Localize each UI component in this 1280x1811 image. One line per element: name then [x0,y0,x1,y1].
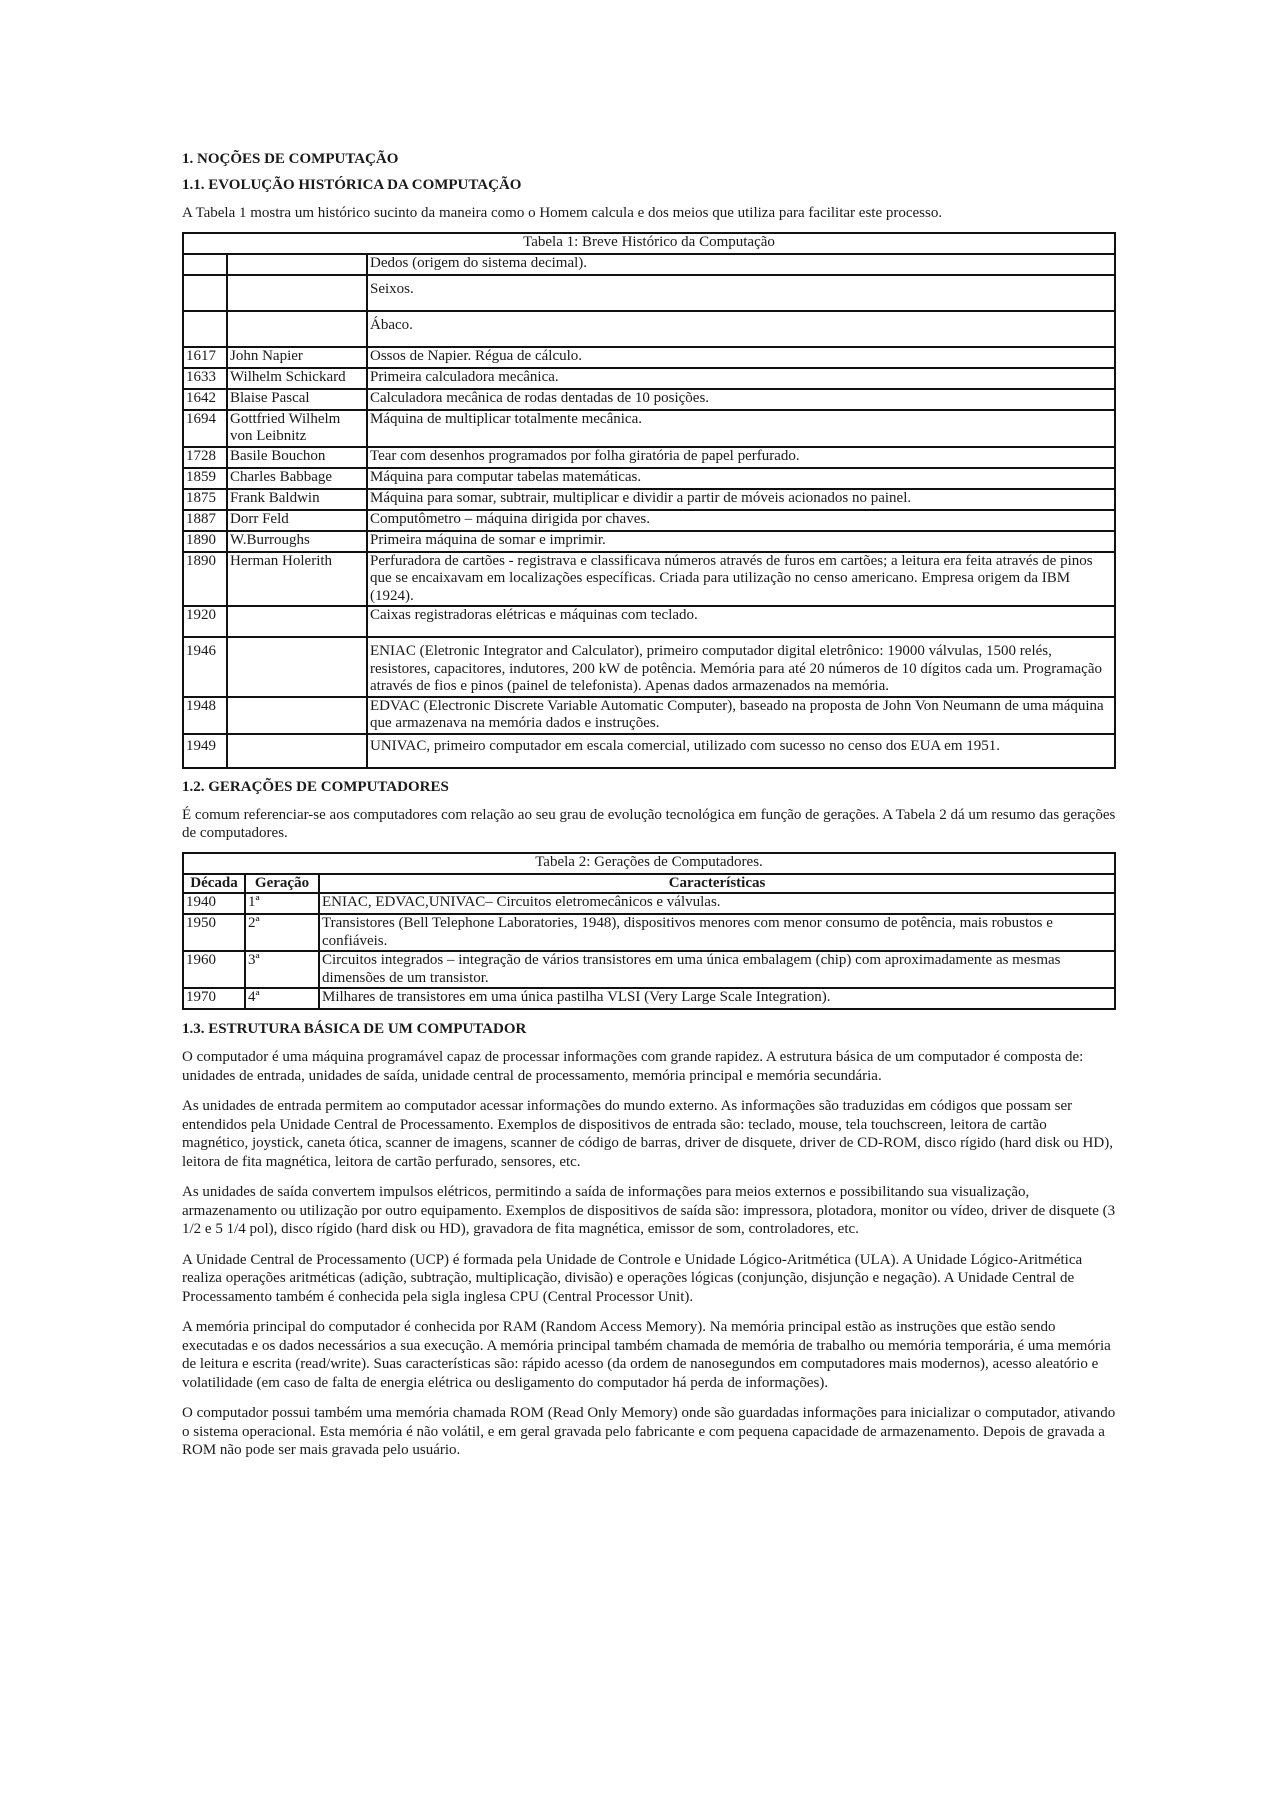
paragraph: O computador possui também uma memória chamada ROM (Read Only Memory) onde são guardadas informações para inicializar o computador, ativando o sistema operacional. Esta memória é não volátil, e em geral gravada pelo fabricante e com pequena capacidade de armazenamento. Depois de gravada a ROM não pode ser mais gravada pelo usuário. [182,1405,1116,1458]
section-1-1-intro: A Tabela 1 mostra um histórico sucinto da maneira como o Homem calcula e dos meios que utiliza para facilitar este processo. [182,205,943,221]
description-cell: Ossos de Napier. Régua de cálculo. [367,347,1115,368]
year-cell: 1617 [183,347,227,368]
section-1-title: 1. NOÇÕES DE COMPUTAÇÃO [182,151,399,167]
description-cell: EDVAC (Electronic Discrete Variable Automatic Computer), baseado na proposta de John Von Neumann de uma máquina que armazenava na memória dados e instruções. [367,697,1115,734]
features-cell: Transistores (Bell Telephone Laboratories, 1948), dispositivos menores com menor consumo de potência, mais robustos e confiáveis. [319,914,1115,951]
year-cell: 1948 [183,697,227,734]
paragraph: A Unidade Central de Processamento (UCP) é formada pela Unidade de Controle e Unidade Lógico-Aritmética (ULA). A Unidade Lógico-Aritmética realiza operações aritméticas (adição, subtração, multiplicação, divisão) e operações lógicas (conjunção, disjunção e negação). A Unidade Central de Processamento também é conhecida pela sigla inglesa CPU (Central Processor Unit). [182,1251,1083,1305]
description-cell: Caixas registradoras elétricas e máquinas com teclado. [367,606,1115,637]
description-cell: UNIVAC, primeiro computador em escala comercial, utilizado com sucesso no censo dos EUA em 1951. [367,734,1115,768]
table-row [183,734,1115,768]
year-cell: 1920 [183,606,227,637]
description-cell: Seixos. [367,275,1115,311]
table-row [183,468,1115,489]
year-cell [183,275,227,311]
table-row [183,389,1115,410]
table-header-row [183,874,1115,894]
year-cell: 1949 [183,734,227,768]
table-caption: Tabela 2: Gerações de Computadores. [183,853,1115,874]
section-1-2-intro: É comum referenciar-se aos computadores com relação ao seu grau de evolução tecnológica em função de gerações. A Tabela 2 dá um resumo das gerações de computadores. [182,806,1116,841]
table-row [183,552,1115,607]
name-cell: Charles Babbage [227,468,367,489]
table-row [183,697,1115,734]
name-cell [227,606,367,637]
description-cell: ENIAC (Eletronic Integrator and Calculator), primeiro computador digital eletrônico: 19000 válvulas, 1500 relés, resistores, capacitores, indutores, 200 kW de potência. Memória para até 20 números de 10 dígitos cada um. Programação através de fios e pinos (painel de telefonista). Apenas dados armazenados na memória. [367,637,1115,697]
description-cell: Perfuradora de cartões - registrava e classificava números através de furos em cartões; a leitura era feita através de pinos que se encaixavam em localizações específicas. Criada para utilização no censo americano. Empresa origem da IBM (1924). [367,552,1115,607]
year-cell: 1642 [183,389,227,410]
description-cell: Máquina para computar tabelas matemáticas. [367,468,1115,489]
table-row [183,489,1115,510]
description-cell: Máquina para somar, subtrair, multiplicar e dividir a partir de móveis acionados no painel. [367,489,1115,510]
name-cell: Blaise Pascal [227,389,367,410]
name-cell: Basile Bouchon [227,447,367,468]
paragraph: As unidades de saída convertem impulsos elétricos, permitindo a saída de informações para meios externos e possibilitando sua visualização, armazenamento ou utilização por outro equipamento. Exemplos de dispositivos de saída são: impressora, plotadora, monitor ou vídeo, driver de disquete (3 1/2 e 5 1/4 pol), disco rígido (hard disk ou HD), gravadora de fita magnética, emissor de som, controladores, etc. [182,1184,1116,1237]
table-row [183,531,1115,552]
table-row [183,914,1115,951]
name-cell [227,734,367,768]
name-cell [227,311,367,347]
table-row [183,606,1115,637]
year-cell: 1728 [183,447,227,468]
table-row [183,510,1115,531]
decade-cell: 1970 [183,988,245,1009]
paragraph: A memória principal do computador é conhecida por RAM (Random Access Memory). Na memória principal estão as instruções que estão sendo executadas e os dados necessários a sua execução. A memória principal também chamada de memória de trabalho ou memória temporária, é uma memória de leitura e escrita (read/write). Suas características são: rápido acesso (da ordem de nanosegundos em computadores mais modernos), acesso aleatório e volatilidade (em caso de falta de energia elétrica ou desligamento do computador há perda de informações). [182,1319,1111,1391]
decade-cell: 1950 [183,914,245,951]
year-cell: 1890 [183,552,227,607]
description-cell: Computômetro – máquina dirigida por chaves. [367,510,1115,531]
table-row [183,893,1115,914]
description-cell: Primeira calculadora mecânica. [367,368,1115,389]
section-1-2-title: 1.2. GERAÇÕES DE COMPUTADORES [182,778,449,795]
name-cell [227,254,367,275]
table-row [183,368,1115,389]
features-cell: ENIAC, EDVAC,UNIVAC– Circuitos eletromecânicos e válvulas. [319,893,1115,914]
name-cell: John Napier [227,347,367,368]
paragraph: O computador é uma máquina programável capaz de processar informações com grande rapidez. A estrutura básica de um computador é composta de: unidades de entrada, unidades de saída, unidade central de processamento, memória principal e memória secundária. [182,1049,1084,1084]
name-cell [227,697,367,734]
description-cell: Calculadora mecânica de rodas dentadas de 10 posições. [367,389,1115,410]
features-cell: Milhares de transistores em uma única pastilha VLSI (Very Large Scale Integration). [319,988,1115,1009]
generation-cell: 3ª [245,951,319,988]
table-caption: Tabela 1: Breve Histórico da Computação [183,233,1115,254]
description-cell: Dedos (origem do sistema decimal). [367,254,1115,275]
generation-cell: 1ª [245,893,319,914]
decade-cell: 1940 [183,893,245,914]
description-cell: Ábaco. [367,311,1115,347]
name-cell: W.Burroughs [227,531,367,552]
column-header-decade: Década [183,874,245,894]
year-cell [183,311,227,347]
decade-cell: 1960 [183,951,245,988]
name-cell [227,637,367,697]
name-cell: Frank Baldwin [227,489,367,510]
year-cell: 1887 [183,510,227,531]
generation-cell: 2ª [245,914,319,951]
table-row [183,988,1115,1009]
name-cell: Wilhelm Schickard [227,368,367,389]
name-cell: Dorr Feld [227,510,367,531]
table-row [183,410,1115,447]
table-row [183,275,1115,311]
table-row [183,637,1115,697]
name-cell [227,275,367,311]
year-cell [183,254,227,275]
generations-table [182,852,1116,1011]
year-cell: 1946 [183,637,227,697]
table-row [183,951,1115,988]
features-cell: Circuitos integrados – integração de vários transistores em uma única embalagem (chip) com aproximadamente as mesmas dimensões de um transistor. [319,951,1115,988]
document-page [182,150,1116,1472]
table-row [183,347,1115,368]
description-cell: Tear com desenhos programados por folha giratória de papel perfurado. [367,447,1115,468]
section-1-3-title: 1.3. ESTRUTURA BÁSICA DE UM COMPUTADOR [182,1021,527,1037]
section-1-1-title: 1.1. EVOLUÇÃO HISTÓRICA DA COMPUTAÇÃO [182,177,522,193]
description-cell: Máquina de multiplicar totalmente mecânica. [367,410,1115,447]
year-cell: 1859 [183,468,227,489]
column-header-features: Características [319,874,1115,894]
year-cell: 1633 [183,368,227,389]
table-row [183,447,1115,468]
year-cell: 1694 [183,410,227,447]
name-cell: Gottfried Wilhelm von Leibnitz [227,410,367,447]
year-cell: 1890 [183,531,227,552]
name-cell: Herman Holerith [227,552,367,607]
generation-cell: 4ª [245,988,319,1009]
column-header-generation: Geração [245,874,319,894]
table-row [183,311,1115,347]
paragraph: As unidades de entrada permitem ao computador acessar informações do mundo externo. As informações são traduzidas em códigos que possam ser entendidos pela Unidade Central de Processamento. Exemplos de dispositivos de entrada são: teclado, mouse, tela touchscreen, leitora de cartão magnético, joystick, caneta ótica, scanner de imagens, scanner de código de barras, driver de disquete, driver de CD-ROM, disco rígido (hard disk ou HD), leitora de fita magnética, leitora de cartão perfurado, sensores, etc. [182,1098,1113,1170]
description-cell: Primeira máquina de somar e imprimir. [367,531,1115,552]
year-cell: 1875 [183,489,227,510]
table-row [183,254,1115,275]
history-table [182,232,1116,769]
